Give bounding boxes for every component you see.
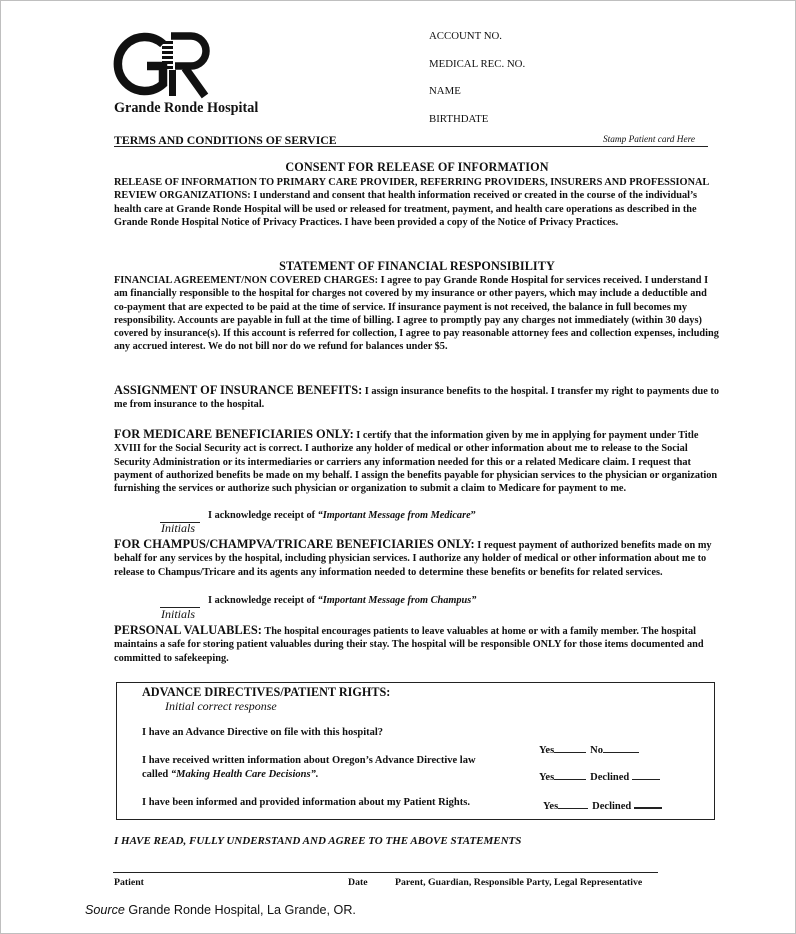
birthdate-label: BIRTHDATE bbox=[429, 113, 489, 125]
financial-paragraph bbox=[114, 274, 720, 354]
signature-line[interactable] bbox=[113, 872, 658, 873]
q1-no-label: No bbox=[590, 745, 604, 756]
signature-date-label: Date bbox=[348, 877, 368, 888]
advance-q2-options bbox=[539, 769, 660, 783]
q3-declined-label: Declined bbox=[592, 801, 632, 812]
q1-yes-label: Yes bbox=[539, 745, 555, 756]
financial-text: I agree to pay Grande Ronde Hospital for services received. I understand I am financially responsible to the hospital for charges not covered by my insurance or other payers, which may include a deductible and co-payment that are expected to be paid at the time of service. If insurance payment is not received, the balance in full becomes my responsibility. Accounts are payable in full at the time of billing. I agree to promptly pay any charges not immediately (within 30 days) covered by insurance(s). If this account is referred for collection, I agree to pay reasonable attorney fees and collection expenses, including any accrued interest. We do not bill nor do we refund for balances under $5. bbox=[114, 275, 719, 353]
q1-no-blank[interactable] bbox=[603, 742, 639, 753]
advance-subtitle: Initial correct response bbox=[165, 699, 277, 713]
advance-q1-options bbox=[539, 742, 639, 756]
consent-paragraph bbox=[114, 176, 720, 229]
terms-title: TERMS AND CONDITIONS OF SERVICE bbox=[114, 133, 337, 147]
assignment-text: I assign insurance benefits to the hospital. I transfer my right to payments due to me from insurance to the hospital. bbox=[114, 386, 719, 411]
hospital-name: Grande Ronde Hospital bbox=[114, 100, 259, 116]
champus-ack bbox=[208, 595, 476, 606]
champus-paragraph bbox=[114, 538, 720, 579]
q2-declined-blank[interactable] bbox=[632, 769, 660, 780]
valuables-text: The hospital encourages patients to leave valuables at home or with a family member. The hospital maintains a safe for storing patient valuables during their stay. The hospital will be responsible ONLY for those items documented and committed to safekeeping. bbox=[114, 626, 704, 664]
champus-ack-title: “Important Message from Champus” bbox=[317, 595, 477, 606]
terms-divider bbox=[114, 146, 708, 147]
valuables-paragraph bbox=[114, 624, 720, 665]
medicare-ack-suffix: ” bbox=[470, 510, 476, 521]
medicare-ack-prefix: I acknowledge receipt of bbox=[208, 510, 318, 521]
source-caption bbox=[85, 903, 356, 917]
advance-q3-options bbox=[543, 797, 662, 812]
q3-yes-blank[interactable] bbox=[558, 798, 588, 809]
q3-declined-blank[interactable] bbox=[634, 797, 662, 809]
signature-representative-label: Parent, Guardian, Responsible Party, Legal Representative bbox=[395, 877, 643, 888]
q2-declined-label: Declined bbox=[590, 772, 630, 783]
hospital-logo bbox=[113, 30, 215, 100]
medicare-text: I certify that the information given by me in applying for payment under Title XVIII for the Social Security act is correct. I authorize any holder of medical or other information about me to release to the Social Security Administration or its intermediaries or carriers any information needed for this or a related Medicare claim. I request that payment of authorized benefits be made on my behalf. I assign the benefits payable for physician services to the physician or organization furnishing the services or authorize such physician or organization to submit a claim to Medicare for payment to me. bbox=[114, 430, 718, 495]
advance-q2-line1: I have received written information about Oregon’s Advance Directive law bbox=[142, 755, 476, 766]
assignment-heading: ASSIGNMENT OF INSURANCE BENEFITS: bbox=[114, 383, 363, 397]
medicare-initials-label: Initials bbox=[161, 521, 196, 535]
source-label: Source bbox=[85, 903, 125, 917]
advance-q1: I have an Advance Directive on file with this hospital? bbox=[142, 727, 384, 738]
name-label: NAME bbox=[429, 85, 461, 97]
champus-initials-label: Initials bbox=[161, 607, 196, 621]
medicare-ack bbox=[208, 510, 476, 521]
advance-q3: I have been informed and provided information about my Patient Rights. bbox=[142, 797, 470, 808]
q2-yes-blank[interactable] bbox=[554, 769, 586, 780]
financial-heading: FINANCIAL AGREEMENT/NON COVERED CHARGES: bbox=[114, 275, 379, 286]
financial-title: STATEMENT OF FINANCIAL RESPONSIBILITY bbox=[279, 259, 555, 273]
medicare-heading: FOR MEDICARE BENEFICIARIES ONLY: bbox=[114, 427, 354, 441]
agreement-statement: I HAVE READ, FULLY UNDERSTAND AND AGREE TO THE ABOVE STATEMENTS bbox=[114, 835, 522, 847]
consent-title: CONSENT FOR RELEASE OF INFORMATION bbox=[285, 160, 549, 174]
stamp-label: Stamp Patient card Here bbox=[603, 135, 696, 145]
champus-ack-prefix: I acknowledge receipt of bbox=[208, 595, 318, 606]
valuables-heading: PERSONAL VALUABLES: bbox=[114, 623, 262, 637]
q1-yes-blank[interactable] bbox=[554, 742, 586, 753]
source-text: Grande Ronde Hospital, La Grande, OR. bbox=[124, 903, 356, 917]
medicare-paragraph bbox=[114, 428, 720, 495]
advance-q2-line2 bbox=[142, 769, 318, 780]
advance-title: ADVANCE DIRECTIVES/PATIENT RIGHTS: bbox=[142, 685, 391, 699]
champus-heading: FOR CHAMPUS/CHAMPVA/TRICARE BENEFICIARIES ONLY: bbox=[114, 537, 475, 551]
q2-title: “Making Health Care Decisions”. bbox=[170, 769, 319, 780]
assignment-paragraph bbox=[114, 384, 720, 412]
medicare-ack-title: “Important Message from Medicare bbox=[317, 510, 471, 521]
medical-rec-no-label: MEDICAL REC. NO. bbox=[429, 58, 526, 70]
q2-yes-label: Yes bbox=[539, 772, 555, 783]
consent-heading: RELEASE OF INFORMATION TO PRIMARY CARE PROVIDER, REFERRING PROVIDERS, INSURERS AND PROFESSIONAL REVIEW ORGANIZATIONS: bbox=[114, 177, 709, 202]
q2-prefix: called bbox=[142, 769, 171, 780]
signature-patient-label: Patient bbox=[114, 877, 144, 888]
q3-yes-label: Yes bbox=[543, 801, 559, 812]
champus-text: I request payment of authorized benefits made on my behalf for any services by the hospital, including physician services. I authorize any holder of medical or other information about me to release to Champus/Tricare and its agents any information needed to determine these benefits or benefits for related services. bbox=[114, 540, 712, 578]
account-no-label: ACCOUNT NO. bbox=[429, 30, 502, 42]
consent-text: I understand and consent that health information received or created in the course of the individual’s health care at Grande Ronde Hospital will be used or released for treatment, payment, and health care operations as described in the Grande Ronde Hospital Notice of Privacy Practices. I have been provided a copy of the Notice of Privacy Practices. bbox=[114, 190, 698, 228]
